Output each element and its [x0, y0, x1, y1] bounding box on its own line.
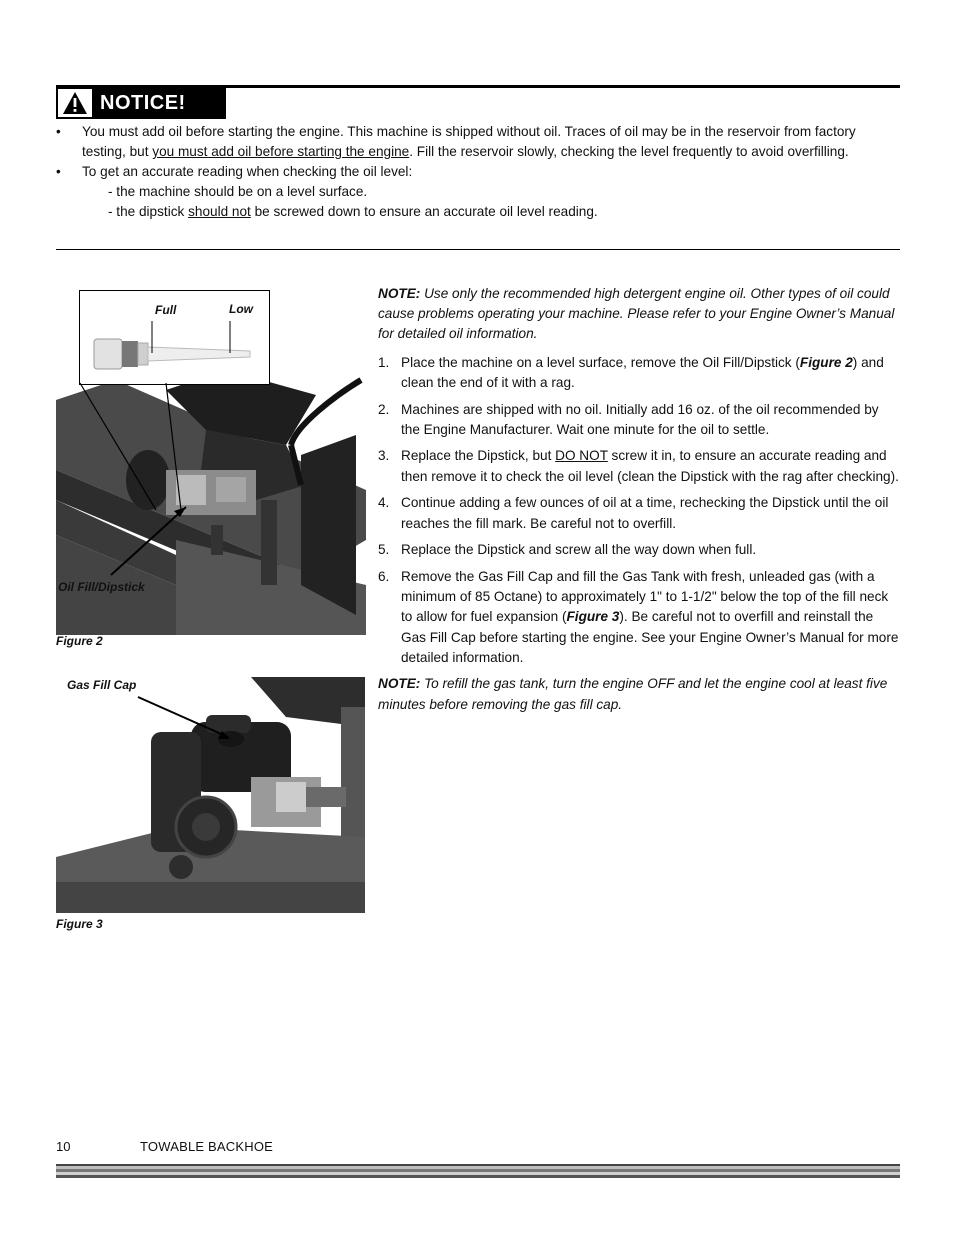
step-number: 1.: [378, 354, 390, 370]
step-text: screw it in, to ensure an accurate reading and then remove it to check the oil level (clean the Dipstick with the rag after checking).: [401, 448, 899, 484]
step-text: Remove the Gas Fill Cap and fill the Gas Tank with fresh, unleaded gas (with a minimum of 85 Octane) to approximately 1" to 1-1/2" below the top of the fill neck to allow for fuel expansion (: [401, 568, 889, 625]
step-number: 3.: [378, 448, 390, 464]
warning-icon: [58, 89, 92, 117]
step-3: [378, 446, 900, 486]
note-text: To refill the gas tank, turn the engine OFF and let the engine cool at least five minutes before removing the gas fill cap.: [378, 676, 888, 712]
bullet-icon: •: [56, 124, 61, 139]
step-text: Replace the Dipstick and screw all the way down when full.: [401, 542, 757, 558]
step-text: ) and clean the end of it with a rag.: [401, 354, 884, 390]
step-text: Continue adding a few ounces of oil at a time, rechecking the Dipstick until the oil reaches the fill mark. Be careful not to overfill.: [401, 495, 889, 531]
figure-2-caption: Figure 2: [56, 634, 103, 648]
step-text: Place the machine on a level surface, remove the Oil Fill/Dipstick (: [401, 354, 800, 370]
label-full: Full: [155, 303, 177, 317]
section-rule: [56, 249, 900, 250]
step-5: [378, 540, 900, 560]
notice-text: . Fill the reservoir slowly, checking the level frequently to avoid overfilling.: [409, 144, 849, 159]
notice-underlined: should not: [188, 204, 251, 219]
step-4: [378, 493, 900, 533]
label-low: Low: [229, 302, 253, 316]
step-number: 4.: [378, 495, 390, 511]
note-label: NOTE:: [378, 676, 421, 692]
step-6: [378, 567, 900, 668]
step-2: [378, 400, 900, 440]
instructions-column: [378, 284, 900, 723]
notice-underlined: you must add oil before starting the engine: [152, 144, 410, 159]
step-figure-ref: Figure 3: [566, 609, 620, 625]
note-label: NOTE:: [378, 286, 421, 301]
notice-bullet-1: [56, 122, 900, 162]
step-underlined: DO NOT: [555, 448, 608, 464]
step-1: [378, 353, 900, 393]
notice-bullet-2: [56, 162, 900, 182]
page-number: 10: [56, 1139, 71, 1154]
notice-sub-2: [56, 202, 900, 222]
notice-title: NOTICE!: [92, 89, 224, 117]
bullet-icon: •: [56, 164, 61, 179]
figure-3-caption: Figure 3: [56, 917, 103, 931]
step-figure-ref: Figure 2: [799, 354, 853, 370]
step-text: Replace the Dipstick, but: [401, 448, 556, 464]
notice-sub-1: - the machine should be on a level surface.: [108, 184, 368, 199]
step-text: ). Be careful not to overfill and reinstall the Gas Fill Cap before starting the engine. See your Engine Owner’s Manual for more detailed information.: [401, 609, 899, 665]
label-oil-fill: Oil Fill/Dipstick: [58, 580, 145, 594]
figure-2-leaders: [56, 285, 376, 605]
notice-text: be screwed down to ensure an accurate oil level reading.: [250, 204, 598, 219]
step-number: 2.: [378, 401, 390, 417]
note-text: Use only the recommended high detergent engine oil. Other types of oil could cause problems operating your machine. Please refer to your Engine Owner’s Manual for detailed oil information.: [378, 286, 895, 342]
note-oil: [378, 284, 900, 345]
notice-header: [56, 87, 226, 119]
steps-list: [378, 353, 900, 668]
label-gas-fill-cap: Gas Fill Cap: [67, 678, 137, 692]
footer-title: TOWABLE BACKHOE: [140, 1139, 274, 1154]
step-number: 5.: [378, 542, 390, 558]
step-number: 6.: [378, 568, 390, 584]
footer-bar: [56, 1164, 900, 1178]
notice-text: You must add oil before starting the engine. This machine is shipped without oil. Traces of oil may be in the reservoir from factory testing, but: [82, 124, 856, 159]
notice-list: [56, 122, 900, 222]
step-text: Machines are shipped with no oil. Initially add 16 oz. of the oil recommended by the Engine Manufacturer. Wait one minute for the oil to settle.: [401, 401, 879, 437]
notice-text: To get an accurate reading when checking the oil level:: [82, 164, 413, 179]
note-gas: [378, 674, 900, 714]
notice-text: - the dipstick: [108, 204, 189, 219]
